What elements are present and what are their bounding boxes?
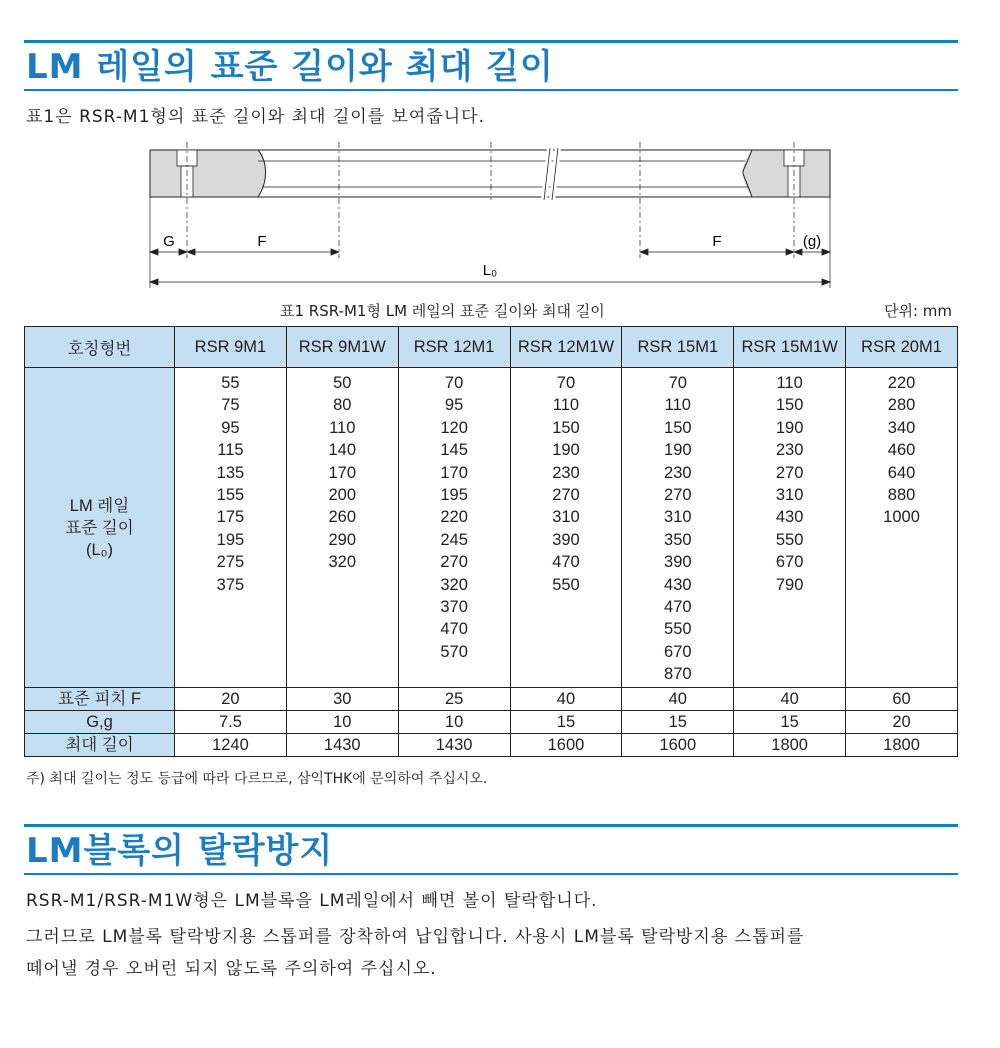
rail-dimension-diagram xyxy=(140,140,840,290)
std-length-value: 110 xyxy=(552,396,580,415)
std-length-value: 190 xyxy=(552,441,580,460)
std-length-value: 270 xyxy=(440,553,468,572)
gg-cell: 15 xyxy=(510,711,622,734)
section2-para1: RSR-M1/RSR-M1W형은 LM블록을 LM레일에서 빼면 볼이 탈락합니다. xyxy=(26,891,598,911)
header-model: RSR 12M1 xyxy=(398,327,510,368)
std-length-cell xyxy=(398,368,510,688)
header-model: RSR 15M1W xyxy=(734,327,846,368)
std-length-value: 470 xyxy=(664,598,692,617)
std-length-value: 175 xyxy=(216,508,245,527)
section2-para3: 떼어낼 경우 오버런 되지 않도록 주의하여 주십시오. xyxy=(26,959,437,979)
std-length-value: 190 xyxy=(664,441,692,460)
std-length-value: 190 xyxy=(775,418,804,437)
std-length-value: 550 xyxy=(775,530,804,549)
pitch-cell: 40 xyxy=(510,688,622,711)
std-length-value: 95 xyxy=(444,396,464,415)
std-length-value: 340 xyxy=(887,418,916,437)
std-length-value: 310 xyxy=(552,508,580,527)
std-length-value: 270 xyxy=(552,486,580,505)
standard-length-table xyxy=(24,326,958,757)
std-length-value: 150 xyxy=(552,418,580,437)
std-length-value: 170 xyxy=(440,463,468,482)
std-length-value: 200 xyxy=(328,486,357,505)
std-length-value: 320 xyxy=(328,553,357,572)
std-length-value: 390 xyxy=(664,553,692,572)
section2-title: LM블록의 탈락방지 xyxy=(26,831,334,871)
std-length-value: 310 xyxy=(664,508,692,527)
section2-heading xyxy=(24,824,958,875)
std-length-value: 640 xyxy=(887,463,916,482)
pitch-cell: 25 xyxy=(398,688,510,711)
header-model: RSR 9M1 xyxy=(175,327,287,368)
rail-groove xyxy=(258,150,752,197)
std-length-value: 120 xyxy=(440,418,468,437)
std-length-value: 50 xyxy=(333,374,352,392)
std-length-value: 390 xyxy=(552,530,580,549)
table-caption: 표1 RSR-M1형 LM 레일의 표준 길이와 최대 길이 xyxy=(280,302,605,320)
std-length-value: 670 xyxy=(664,642,692,661)
section1-intro: 표1은 RSR-M1형의 표준 길이와 최대 길이를 보여줍니다. xyxy=(26,107,486,127)
table-row-pitch xyxy=(25,688,958,711)
section1-title: LM 레일의 표준 길이와 최대 길이 xyxy=(26,47,554,87)
max-length-cell: 1430 xyxy=(286,734,398,757)
section1-heading xyxy=(24,40,958,91)
pitch-cell: 60 xyxy=(846,688,958,711)
std-length-cell xyxy=(286,368,398,688)
std-length-value: 140 xyxy=(328,441,357,460)
max-length-cell: 1430 xyxy=(398,734,510,757)
std-length-value: 110 xyxy=(329,418,356,437)
header-model: RSR 20M1 xyxy=(846,327,958,368)
dim-label-g: (g) xyxy=(802,233,822,250)
std-length-value: 230 xyxy=(552,463,580,482)
std-length-value: 220 xyxy=(440,508,468,527)
std-length-value: 670 xyxy=(775,553,804,572)
max-length-cell: 1800 xyxy=(734,734,846,757)
header-model: RSR 15M1 xyxy=(622,327,734,368)
std-length-value: 155 xyxy=(216,486,245,505)
dim-label-G: G xyxy=(163,233,175,250)
std-length-value: 110 xyxy=(664,396,691,415)
std-length-value: 370 xyxy=(440,598,468,617)
gg-cell: 10 xyxy=(286,711,398,734)
max-length-cell: 1800 xyxy=(846,734,958,757)
std-length-value: 280 xyxy=(887,396,916,415)
std-length-value: 95 xyxy=(221,418,240,437)
gg-cell: 15 xyxy=(734,711,846,734)
std-length-value: 550 xyxy=(664,620,692,639)
std-length-value: 135 xyxy=(216,463,245,482)
std-length-value: 70 xyxy=(556,374,576,392)
std-length-value: 870 xyxy=(664,665,692,684)
std-length-cell xyxy=(622,368,734,688)
row-label-pitch: 표준 피치 F xyxy=(25,688,175,711)
std-length-value: 80 xyxy=(333,396,352,415)
pitch-cell: 30 xyxy=(286,688,398,711)
pitch-cell: 40 xyxy=(734,688,846,711)
max-length-cell: 1600 xyxy=(622,734,734,757)
dim-label-L0: L₀ xyxy=(482,262,498,279)
table-unit: 단위: mm xyxy=(884,302,953,320)
std-length-value: 55 xyxy=(221,374,240,392)
section-rule-bottom xyxy=(24,89,958,91)
std-length-value: 195 xyxy=(216,530,245,549)
std-length-value: 470 xyxy=(552,553,580,572)
std-length-value: 1000 xyxy=(883,508,920,527)
std-length-cell xyxy=(734,368,846,688)
section2-para2: 그러므로 LM블록 탈락방지용 스톱퍼를 장착하여 납입합니다. 사용시 LM블록 탈락방지용 스톱퍼를 xyxy=(26,927,805,947)
std-length-value: 270 xyxy=(775,463,804,482)
std-length-value: 470 xyxy=(440,620,468,639)
std-length-value: 70 xyxy=(668,374,687,392)
std-length-value: 220 xyxy=(887,374,916,392)
gg-cell: 10 xyxy=(398,711,510,734)
row-label-gg: G,g xyxy=(25,711,175,734)
std-length-value: 290 xyxy=(328,530,357,549)
dim-label-F-left: F xyxy=(257,233,267,250)
header-model: RSR 12M1W xyxy=(510,327,622,368)
std-length-cell xyxy=(175,368,287,688)
table-row-gg xyxy=(25,711,958,734)
std-length-value: 70 xyxy=(444,374,464,392)
std-length-value: 460 xyxy=(887,441,916,460)
std-length-value: 150 xyxy=(664,418,692,437)
std-length-value: 430 xyxy=(664,575,692,594)
std-length-value: 275 xyxy=(216,553,245,572)
pitch-cell: 20 xyxy=(175,688,287,711)
table-header-row xyxy=(25,327,958,368)
table-row-max-length xyxy=(25,734,958,757)
std-length-value: 880 xyxy=(887,486,916,505)
std-length-value: 375 xyxy=(216,575,245,594)
row-label-max-length: 최대 길이 xyxy=(25,734,175,757)
gg-cell: 20 xyxy=(846,711,958,734)
std-length-value: 245 xyxy=(440,530,468,549)
std-length-value: 320 xyxy=(440,575,468,594)
std-length-value: 145 xyxy=(440,441,468,460)
table-row-std-length xyxy=(25,368,958,688)
std-length-value: 350 xyxy=(664,530,692,549)
max-length-cell: 1600 xyxy=(510,734,622,757)
max-length-cell: 1240 xyxy=(175,734,287,757)
std-length-value: 270 xyxy=(664,486,692,505)
table-footnote: 주) 최대 길이는 정도 등급에 따라 다르므로, 삼익THK에 문의하여 주십시오. xyxy=(26,771,488,787)
std-length-cell xyxy=(846,368,958,688)
row-label-std-length: LM 레일 표준 길이 (L₀) xyxy=(25,368,175,688)
std-length-value: 110 xyxy=(776,374,803,392)
std-length-value: 790 xyxy=(775,575,804,594)
std-length-cell xyxy=(510,368,622,688)
header-model: RSR 9M1W xyxy=(286,327,398,368)
dim-label-F-right: F xyxy=(712,233,722,250)
std-length-value: 75 xyxy=(221,396,240,415)
std-length-value: 230 xyxy=(775,441,804,460)
std-length-value: 260 xyxy=(328,508,357,527)
std-length-value: 150 xyxy=(775,396,804,415)
std-length-value: 170 xyxy=(328,463,357,482)
std-length-value: 550 xyxy=(552,575,580,594)
pitch-cell: 40 xyxy=(622,688,734,711)
std-length-value: 570 xyxy=(440,642,468,661)
header-model-label: 호칭형번 xyxy=(25,327,175,368)
gg-cell: 15 xyxy=(622,711,734,734)
std-length-value: 230 xyxy=(664,463,692,482)
std-length-value: 115 xyxy=(217,441,244,460)
std-length-value: 195 xyxy=(440,486,468,505)
std-length-value: 310 xyxy=(775,486,804,505)
gg-cell: 7.5 xyxy=(175,711,287,734)
std-length-value: 430 xyxy=(775,508,804,527)
section-rule-bottom xyxy=(24,873,958,875)
